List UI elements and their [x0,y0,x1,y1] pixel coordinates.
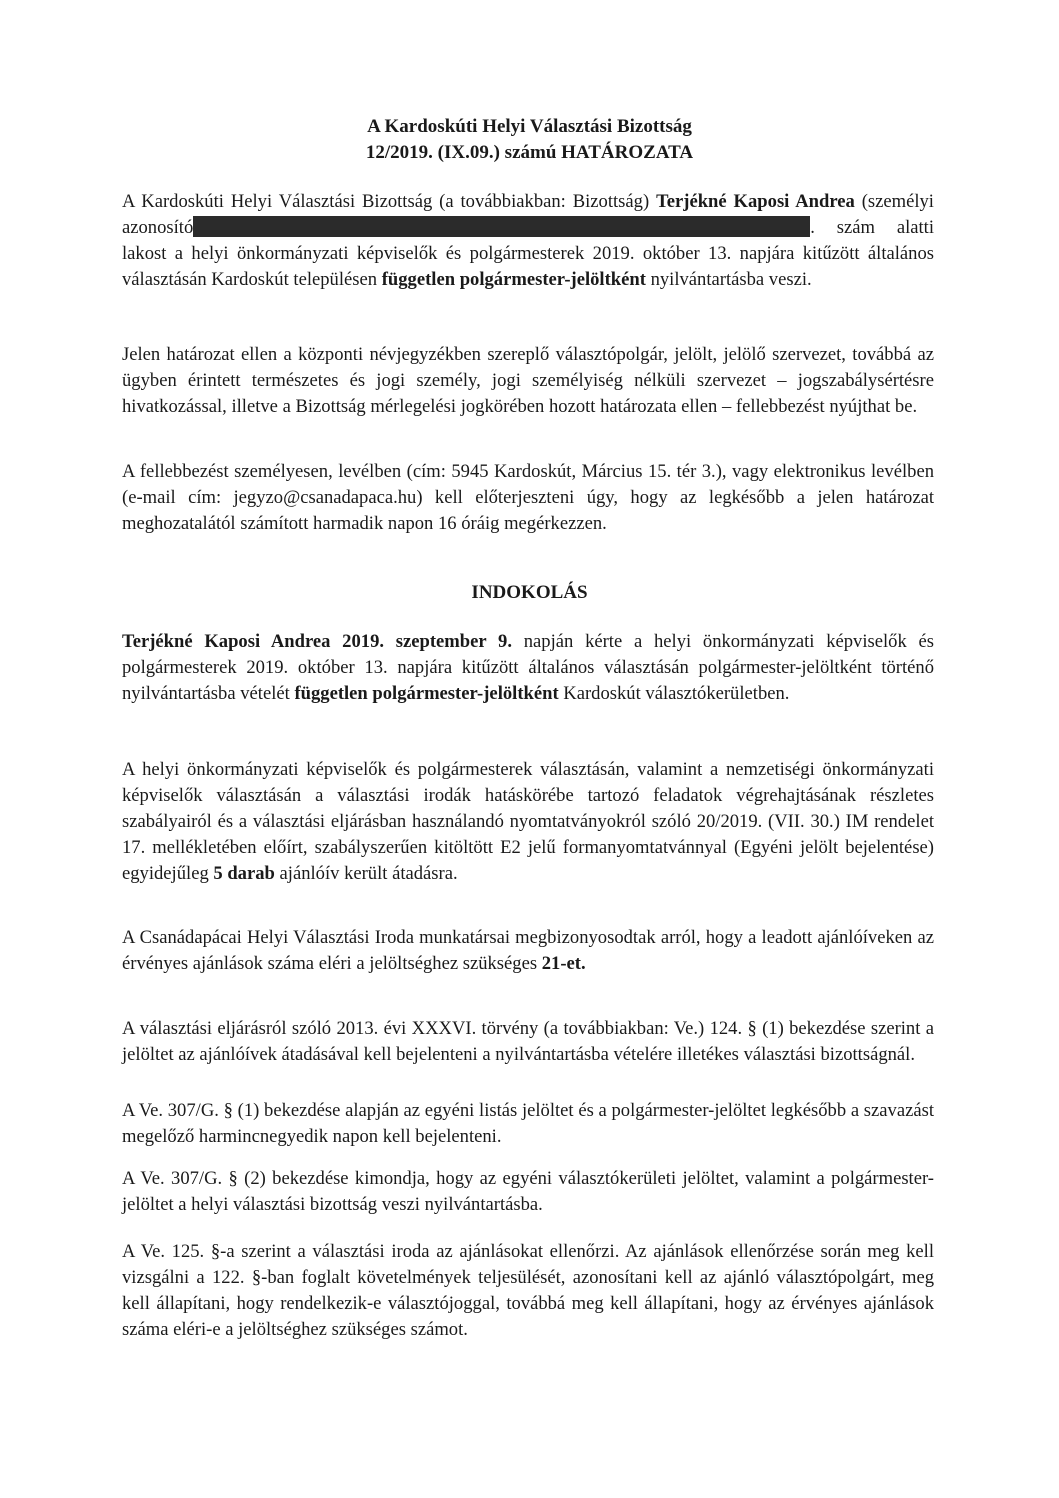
reasoning-paragraph-2 [122,757,934,887]
document-header [0,114,1059,166]
candidate-name: Terjékné Kaposi Andrea [656,191,855,212]
reasoning-paragraph-1 [122,629,934,707]
reasoning-paragraph-7: A Ve. 125. §-a szerint a választási iroda az ajánlásokat ellenőrzi. Az ajánlások ellenőrzése során meg kell vizsgálni a 122. §-ban foglalt követelmények teljesülését, azonosítani kell az ajánló választópolgárt, meg kell állapítani, hogy rendelkezik-e választójoggal, továbbá meg kell állapítani, hogy az érvényes ajánlások száma eléri-e a jelöltséghez szükséges számot. [122,1241,934,1340]
decision-p1-text-c: . szám alatti lakost a helyi önkormányzati képviselők és polgármesterek 2019. október 13. napjára kitűzött általános választásán Kardoskút településen [122,217,934,290]
header-number-text: 12/2019. (IX.09.) számú [365,142,562,163]
reasoning-p1-bold-a: Terjékné Kaposi Andrea 2019. szeptember 9. [122,631,512,652]
header-decision-number [0,140,1059,166]
reasoning-p2-bold: 5 darab [213,863,275,884]
reasoning-title: INDOKOLÁS [471,582,588,603]
decision-paragraph-2: Jelen határozat ellen a központi névjegyzékben szereplő választópolgár, jelölt, jelölő szervezet, továbbá az ügyben érintett természetes és jogi személy, jogi személyiség nélküli szervezet – jogszabálysértésre hivatkozással, illetve a Bizottság mérlegelési jogkörében hozott határozata ellen – fellebbezést nyújthat be. [122,344,934,417]
reasoning-p1-bold-b: független polgármester-jelöltként [294,683,559,704]
reasoning-paragraph-5: A Ve. 307/G. § (1) bekezdése alapján az egyéni listás jelöltet és a polgármester-jelöltet legkésőbb a szavazást megelőző harmincnegyedik napon kell bejelenteni. [122,1100,934,1147]
reasoning-p2-text-a: A helyi önkormányzati képviselők és polgármesterek választásán, valamint a nemzetiségi önkormányzati képviselők választásán a választási irodák hatáskörébe tartozó feladatok végrehajtásának részletes szabályairól és a választási eljárásban használandó nyomtatványokról szóló 20/2019. (VII. 30.) IM rendelet 17. mellékletében előírt, szabályszerűen kitöltött E2 jelű formanyomtatvánnyal (Egyéni jelölt bejelentése) egyidejűleg [122,759,934,884]
header-decision-word: HATÁROZATA [561,142,694,163]
reasoning-p3-bold: 21-et. [541,953,586,974]
decision-p1-bold: független polgármester-jelöltként [381,269,646,290]
redacted-personal-id [193,216,810,237]
reasoning-p3-text-a: A Csanádapácai Helyi Választási Iroda munkatársai megbizonyosodtak arról, hogy a leadott ajánlóíveken az érvényes ajánlások száma eléri a jelöltséghez szükséges [122,927,934,974]
decision-paragraph-3: A fellebbezést személyesen, levélben (cím: 5945 Kardoskút, Március 15. tér 3.), vagy elektronikus levélben (e-mail cím: jegyzo@csanadapaca.hu) kell előterjeszteni úgy, hogy az legkésőbb a jelen határozat meghozatalától számított harmadik napon 16 óráig megérkezzen. [122,461,934,534]
reasoning-p2-text-b: ajánlóív került átadásra. [274,863,458,884]
reasoning-paragraph-6: A Ve. 307/G. § (2) bekezdése kimondja, hogy az egyéni választókerületi jelöltet, valamint a polgármester-jelöltet a helyi választási bizottság veszi nyilvántartásba. [122,1168,934,1215]
reasoning-p1-text-b: Kardoskút választókerületben. [558,683,790,704]
reasoning-p1-text-a: napján kérte a helyi önkormányzati képviselők és polgármesterek 2019. október 13. napjára kitűzött általános választásán polgármester-jelöltként történő nyilvántartásba vételét [122,631,934,704]
reasoning-paragraph-4: A választási eljárásról szóló 2013. évi XXXVI. törvény (a továbbiakban: Ve.) 124. § (1) bekezdése szerint a jelöltet az ajánlóívek átadásával kell bejelenteni a nyilvántartásba vételére illetékes választási bizottságnál. [122,1018,934,1065]
decision-paragraph-1 [122,189,934,293]
decision-p1-text-a: A Kardoskúti Helyi Választási Bizottság (a továbbiakban: Bizottság) [122,191,657,212]
header-title: A Kardoskúti Helyi Választási Bizottság [367,116,692,137]
decision-p1-text-d: nyilvántartásba veszi. [645,269,812,290]
reasoning-paragraph-3 [122,925,934,977]
decision-p1-text-b: (személyi azonosító [122,191,934,238]
